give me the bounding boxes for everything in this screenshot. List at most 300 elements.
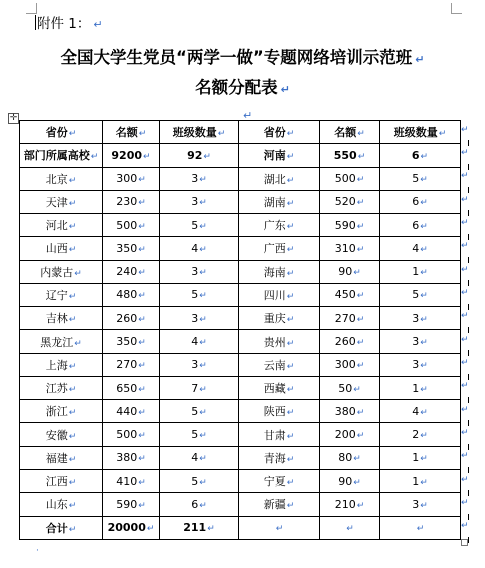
cell-end-mark-icon: ↵: [353, 384, 361, 395]
table-cell: [20, 190, 103, 213]
cell-end-mark-icon: ↵: [353, 477, 361, 488]
table-cell: [239, 214, 320, 237]
table-cell: [380, 400, 461, 423]
cell-end-mark-icon: ↵: [420, 151, 429, 162]
cell-text: 1: [412, 265, 420, 279]
row-end-mark-icon: ↵: [461, 451, 469, 462]
table-cell: [320, 493, 380, 516]
cell-end-mark-icon: ↵: [138, 477, 146, 488]
cell-end-mark-icon: ↵: [68, 385, 77, 396]
cell-end-mark-icon: ↵: [138, 384, 146, 395]
cell-text: 内蒙古: [40, 265, 74, 279]
table-cell: [160, 423, 239, 446]
table-cell: [239, 446, 320, 469]
cell-text: 410: [116, 474, 138, 488]
cell-text: 300: [116, 172, 138, 186]
cell-text: 5: [191, 428, 199, 442]
cell-end-mark-icon: ↵: [199, 338, 207, 349]
row-boundary-tick: [468, 280, 469, 286]
cell-end-mark-icon: ↵: [138, 268, 146, 279]
table-cell: [20, 376, 103, 399]
cell-text: 江苏: [45, 382, 68, 396]
attachment-label: 附件 1：: [37, 16, 91, 32]
row-end-mark-icon: ↵: [461, 404, 469, 415]
cell-end-mark-icon: ↵: [420, 221, 428, 232]
row-boundary-tick: [468, 327, 469, 333]
cell-end-mark-icon: ↵: [420, 175, 428, 186]
cell-text: 1: [412, 451, 420, 465]
row-boundary-tick: [468, 397, 469, 403]
cell-text: 6: [412, 218, 420, 232]
cell-end-mark-icon: ↵: [199, 477, 207, 488]
cell-text: 3: [412, 497, 420, 511]
row-end-mark-icon: ↵: [461, 264, 469, 275]
cell-end-mark-icon: ↵: [286, 315, 295, 326]
cell-end-mark-icon: ↵: [356, 221, 365, 232]
cell-text: 260: [334, 335, 356, 349]
cell-text: 班级数量: [172, 126, 217, 140]
row-end-mark-icon: ↵: [461, 474, 469, 485]
table-cell: [239, 400, 320, 423]
cell-end-mark-icon: ↵: [353, 268, 361, 279]
table-cell: [320, 307, 380, 330]
table-cell: [160, 283, 239, 306]
cell-end-mark-icon: ↵: [356, 407, 365, 418]
cell-end-mark-icon: ↵: [138, 500, 146, 511]
cell-end-mark-icon: ↵: [68, 361, 77, 372]
cell-text: 500: [334, 172, 356, 186]
cell-end-mark-icon: ↵: [217, 129, 226, 140]
table-cell: [239, 260, 320, 283]
column-header-cell: [380, 121, 461, 144]
cell-text: 1: [412, 381, 420, 395]
cell-text: 20000: [107, 521, 146, 535]
cell-end-mark-icon: ↵: [138, 175, 146, 186]
table-cell: [320, 283, 380, 306]
cell-text: 青海: [263, 451, 286, 465]
cell-text: 贵州: [263, 335, 286, 349]
cell-text: 浙江: [45, 405, 68, 419]
cell-text: 5: [191, 404, 199, 418]
cell-text: 4: [412, 404, 420, 418]
cell-text: 9200: [111, 148, 143, 162]
cell-end-mark-icon: ↵: [138, 338, 146, 349]
cell-end-mark-icon: ↵: [356, 198, 365, 209]
table-move-handle-icon[interactable]: ✛: [9, 113, 18, 123]
table-row: [20, 144, 461, 167]
cell-text: 福建: [45, 451, 68, 465]
row-end-mark-icon: ↵: [461, 148, 469, 158]
table-cell: [20, 144, 103, 167]
cell-end-mark-icon: ↵: [286, 268, 295, 279]
table-cell: [380, 353, 461, 376]
cell-text: 云南: [263, 358, 286, 372]
row-end-mark-icon: ↵: [461, 498, 469, 508]
attachment-label-line: [35, 12, 103, 32]
table-cell: [103, 446, 160, 469]
cell-text: 90: [338, 474, 353, 488]
cell-text: 440: [116, 404, 138, 418]
cell-text: 合计: [45, 521, 68, 535]
cell-end-mark-icon: ↵: [199, 431, 207, 442]
table-cell: [20, 400, 103, 423]
cell-text: 3: [412, 358, 420, 372]
cell-end-mark-icon: ↵: [420, 384, 428, 395]
table-cell: [380, 423, 461, 446]
cell-end-mark-icon: ↵: [286, 361, 295, 372]
cell-text: 甘肃: [263, 428, 286, 442]
row-end-mark-icon: ↵: [461, 218, 469, 228]
table-cell: [103, 307, 160, 330]
table-cell: [320, 469, 380, 492]
cell-end-mark-icon: ↵: [68, 291, 77, 302]
cell-text: 3: [191, 265, 199, 279]
cell-end-mark-icon: ↵: [207, 524, 215, 535]
table-cell: [160, 167, 239, 190]
table-row: [20, 400, 461, 423]
cell-end-mark-icon: ↵: [357, 151, 366, 162]
table-cell: [103, 167, 160, 190]
table-cell: [160, 330, 239, 353]
cell-text: 380: [116, 451, 138, 465]
cell-text: 吉林: [45, 312, 68, 326]
cell-text: 海南: [263, 265, 286, 279]
cell-end-mark-icon: ↵: [438, 129, 447, 140]
cell-end-mark-icon: ↵: [68, 129, 77, 140]
table-row: [20, 469, 461, 492]
cell-end-mark-icon: ↵: [420, 431, 428, 442]
row-boundary-tick: [468, 304, 469, 310]
cell-end-mark-icon: ↵: [420, 477, 428, 488]
cell-text: 辽宁: [45, 288, 68, 302]
title-line2-text: 名额分配表: [195, 78, 278, 97]
row-end-mark-icon: ↵: [461, 381, 469, 392]
column-header-cell: [320, 121, 380, 144]
cell-end-mark-icon: ↵: [138, 454, 146, 465]
table-cell: [320, 446, 380, 469]
row-end-mark-icon: ↵: [461, 428, 469, 438]
row-boundary-tick: [468, 210, 469, 216]
cell-end-mark-icon: ↵: [286, 222, 295, 233]
cell-end-mark-icon: ↵: [199, 198, 207, 209]
cell-text: 安徽: [45, 428, 68, 442]
table-cell: [160, 353, 239, 376]
table-cell: [20, 237, 103, 260]
table-cell: [320, 237, 380, 260]
table-cell: [380, 376, 461, 399]
cell-text: 西藏: [263, 382, 286, 396]
table-row: [20, 307, 461, 330]
cell-end-mark-icon: ↵: [146, 524, 155, 535]
table-cell: [20, 423, 103, 446]
paragraph-mark-icon: ↵: [243, 109, 253, 122]
table-cell: [160, 307, 239, 330]
cell-text: 湖南: [263, 195, 286, 209]
table-cell: [239, 330, 320, 353]
table-row: [20, 516, 461, 539]
text-cursor: [35, 15, 36, 30]
row-end-mark-icon: ↵: [461, 241, 469, 252]
cell-text: 上海: [45, 358, 68, 372]
table-cell: [103, 144, 160, 167]
cell-end-mark-icon: ↵: [199, 454, 207, 465]
table-cell: [20, 260, 103, 283]
row-boundary-tick: [468, 444, 469, 450]
cell-end-mark-icon: ↵: [286, 291, 295, 302]
title-line1-text: 全国大学生党员“两学一做”专题网络培训示范班: [60, 48, 413, 67]
cell-end-mark-icon: ↵: [138, 361, 146, 372]
table-cell: [320, 214, 380, 237]
cell-text: 4: [191, 241, 199, 255]
table-cell: [160, 260, 239, 283]
cell-text: 7: [191, 381, 199, 395]
row-boundary-tick: [468, 537, 469, 543]
cell-end-mark-icon: ↵: [143, 151, 151, 162]
cell-end-mark-icon: ↵: [356, 338, 365, 349]
cell-text: 3: [191, 311, 199, 325]
cell-end-mark-icon: ↵: [286, 198, 295, 209]
table-cell: [103, 330, 160, 353]
cell-text: 90: [338, 265, 353, 279]
table-cell: [239, 469, 320, 492]
cell-end-mark-icon: ↵: [286, 408, 295, 419]
table-cell: [239, 376, 320, 399]
cell-end-mark-icon: ↵: [356, 500, 365, 511]
cell-end-mark-icon: ↵: [199, 291, 207, 302]
cell-end-mark-icon: ↵: [68, 431, 77, 442]
cell-end-mark-icon: ↵: [420, 314, 428, 325]
cell-end-mark-icon: ↵: [138, 314, 146, 325]
table-cell: [103, 376, 160, 399]
end-paragraph-mark-icon: ·: [36, 546, 39, 556]
table-cell: [20, 330, 103, 353]
table-resize-handle[interactable]: [461, 539, 468, 546]
cell-end-mark-icon: ↵: [199, 407, 207, 418]
paragraph-mark-icon: ↵: [415, 53, 425, 66]
cell-end-mark-icon: ↵: [356, 431, 365, 442]
table-cell: [239, 144, 320, 167]
cell-end-mark-icon: ↵: [356, 314, 365, 325]
cell-end-mark-icon: ↵: [68, 501, 77, 512]
table-cell: [380, 516, 461, 539]
cell-end-mark-icon: ↵: [68, 454, 77, 465]
column-header-cell: [20, 121, 103, 144]
cell-text: 4: [412, 241, 420, 255]
table-cell: [20, 493, 103, 516]
row-end-mark-icon: ↵: [461, 521, 469, 532]
table-cell: [20, 469, 103, 492]
cell-end-mark-icon: ↵: [286, 501, 295, 512]
row-boundary-tick: [468, 140, 469, 146]
cell-end-mark-icon: ↵: [286, 454, 295, 465]
cell-end-mark-icon: ↵: [356, 361, 365, 372]
cell-text: 部门所属高校: [23, 149, 90, 163]
cell-text: 590: [334, 218, 356, 232]
row-boundary-tick: [468, 420, 469, 426]
cell-end-mark-icon: ↵: [420, 268, 428, 279]
cell-end-mark-icon: ↵: [68, 245, 77, 256]
table-cell: [380, 144, 461, 167]
cell-end-mark-icon: ↵: [68, 175, 77, 186]
cell-text: 重庆: [263, 312, 286, 326]
table-row: [20, 330, 461, 353]
table-cell: [380, 330, 461, 353]
row-end-mark-icon: ↵: [461, 311, 469, 322]
cell-text: 380: [334, 404, 356, 418]
row-end-mark-icon: ↵: [461, 124, 469, 135]
cell-text: 5: [191, 288, 199, 302]
table-row: [20, 260, 461, 283]
table-cell: [20, 307, 103, 330]
table-cell: [103, 283, 160, 306]
table-row: [20, 214, 461, 237]
column-header-cell: [103, 121, 160, 144]
cell-text: 3: [191, 195, 199, 209]
cell-end-mark-icon: ↵: [420, 244, 428, 255]
cell-text: 80: [338, 451, 353, 465]
cell-end-mark-icon: ↵: [420, 454, 428, 465]
table-cell: [103, 400, 160, 423]
cell-text: 590: [116, 497, 138, 511]
cell-text: 名额: [115, 126, 138, 140]
cell-text: 230: [116, 195, 138, 209]
cell-text: 6: [191, 497, 199, 511]
row-end-mark-icon: ↵: [461, 288, 469, 298]
row-boundary-tick: [468, 350, 469, 356]
cell-text: 270: [116, 358, 138, 372]
table-row: [20, 167, 461, 190]
cell-end-mark-icon: ↵: [286, 431, 295, 442]
row-boundary-tick: [468, 187, 469, 193]
cell-end-mark-icon: ↵: [286, 478, 295, 489]
cell-end-mark-icon: ↵: [286, 385, 295, 396]
table-cell: [239, 307, 320, 330]
table-cell: [320, 190, 380, 213]
cell-text: 310: [334, 241, 356, 255]
cell-end-mark-icon: ↵: [199, 314, 207, 325]
cell-text: 黑龙江: [40, 335, 74, 349]
cell-text: 520: [334, 195, 356, 209]
cell-text: 270: [334, 311, 356, 325]
cell-end-mark-icon: ↵: [199, 361, 207, 372]
cell-text: 500: [116, 218, 138, 232]
cell-end-mark-icon: ↵: [68, 478, 77, 489]
cell-text: 650: [116, 381, 138, 395]
cell-end-mark-icon: ↵: [199, 500, 207, 511]
cell-end-mark-icon: ↵: [420, 361, 428, 372]
table-cell: [320, 330, 380, 353]
cell-end-mark-icon: ↵: [203, 151, 211, 162]
cell-text: 6: [411, 148, 420, 162]
cell-text: 5: [412, 288, 420, 302]
quota-allocation-table: [19, 120, 461, 540]
table-cell: [160, 144, 239, 167]
cell-text: 陕西: [263, 405, 286, 419]
table-row: [20, 446, 461, 469]
table-cell: [160, 446, 239, 469]
table-header-row: [20, 121, 461, 144]
cell-text: 宁夏: [263, 475, 286, 489]
cell-text: 2: [412, 428, 420, 442]
cell-end-mark-icon: ↵: [199, 268, 207, 279]
table-cell: [239, 237, 320, 260]
cell-text: 450: [334, 288, 356, 302]
row-boundary-tick: [468, 490, 469, 496]
table-cell: [160, 516, 239, 539]
cell-end-mark-icon: ↵: [199, 244, 207, 255]
cell-end-mark-icon: ↵: [346, 524, 354, 535]
cell-text: 3: [191, 172, 199, 186]
cell-text: 350: [116, 241, 138, 255]
table-cell: [380, 283, 461, 306]
row-boundary-tick: [468, 257, 469, 263]
row-boundary-tick: [468, 234, 469, 240]
paragraph-mark-icon: ↵: [93, 18, 103, 31]
table-cell: [380, 493, 461, 516]
cell-end-mark-icon: ↵: [356, 291, 365, 302]
cell-end-mark-icon: ↵: [138, 198, 146, 209]
table-cell: [239, 190, 320, 213]
row-end-mark-icon: ↵: [461, 171, 469, 182]
table-cell: [239, 493, 320, 516]
cell-end-mark-icon: ↵: [68, 222, 77, 233]
table-cell: [380, 190, 461, 213]
table-cell: [239, 283, 320, 306]
table-cell: [160, 469, 239, 492]
table-cell: [103, 190, 160, 213]
table-row: [20, 283, 461, 306]
table-cell: [320, 260, 380, 283]
table-row: [20, 376, 461, 399]
table-cell: [380, 446, 461, 469]
cell-text: 92: [187, 148, 203, 162]
cell-text: 300: [334, 358, 356, 372]
cell-end-mark-icon: ↵: [90, 152, 99, 163]
row-boundary-tick: [468, 164, 469, 170]
table-cell: [160, 376, 239, 399]
cell-end-mark-icon: ↵: [68, 315, 77, 326]
cell-text: 211: [183, 521, 207, 535]
cell-text: 240: [116, 265, 138, 279]
table-cell: [160, 190, 239, 213]
table-cell: [160, 400, 239, 423]
row-boundary-tick: [468, 514, 469, 520]
cell-text: 3: [412, 311, 420, 325]
table-cell: [320, 376, 380, 399]
cell-text: 山西: [45, 242, 68, 256]
table-cell: [380, 214, 461, 237]
cell-text: 广东: [263, 219, 286, 233]
table-cell: [20, 283, 103, 306]
cell-end-mark-icon: ↵: [74, 268, 82, 279]
cell-end-mark-icon: ↵: [356, 175, 365, 186]
cell-end-mark-icon: ↵: [356, 244, 365, 255]
cell-text: 210: [334, 497, 356, 511]
table-cell: [103, 260, 160, 283]
cell-end-mark-icon: ↵: [199, 221, 207, 232]
table-cell: [20, 353, 103, 376]
table-cell: [103, 493, 160, 516]
table-cell: [160, 237, 239, 260]
cell-end-mark-icon: ↵: [286, 338, 295, 349]
table-body: [20, 121, 461, 540]
table-cell: [320, 167, 380, 190]
cell-text: 省份: [263, 126, 286, 140]
table-cell: [239, 423, 320, 446]
column-header-cell: [160, 121, 239, 144]
table-cell: [320, 400, 380, 423]
table-cell: [380, 469, 461, 492]
